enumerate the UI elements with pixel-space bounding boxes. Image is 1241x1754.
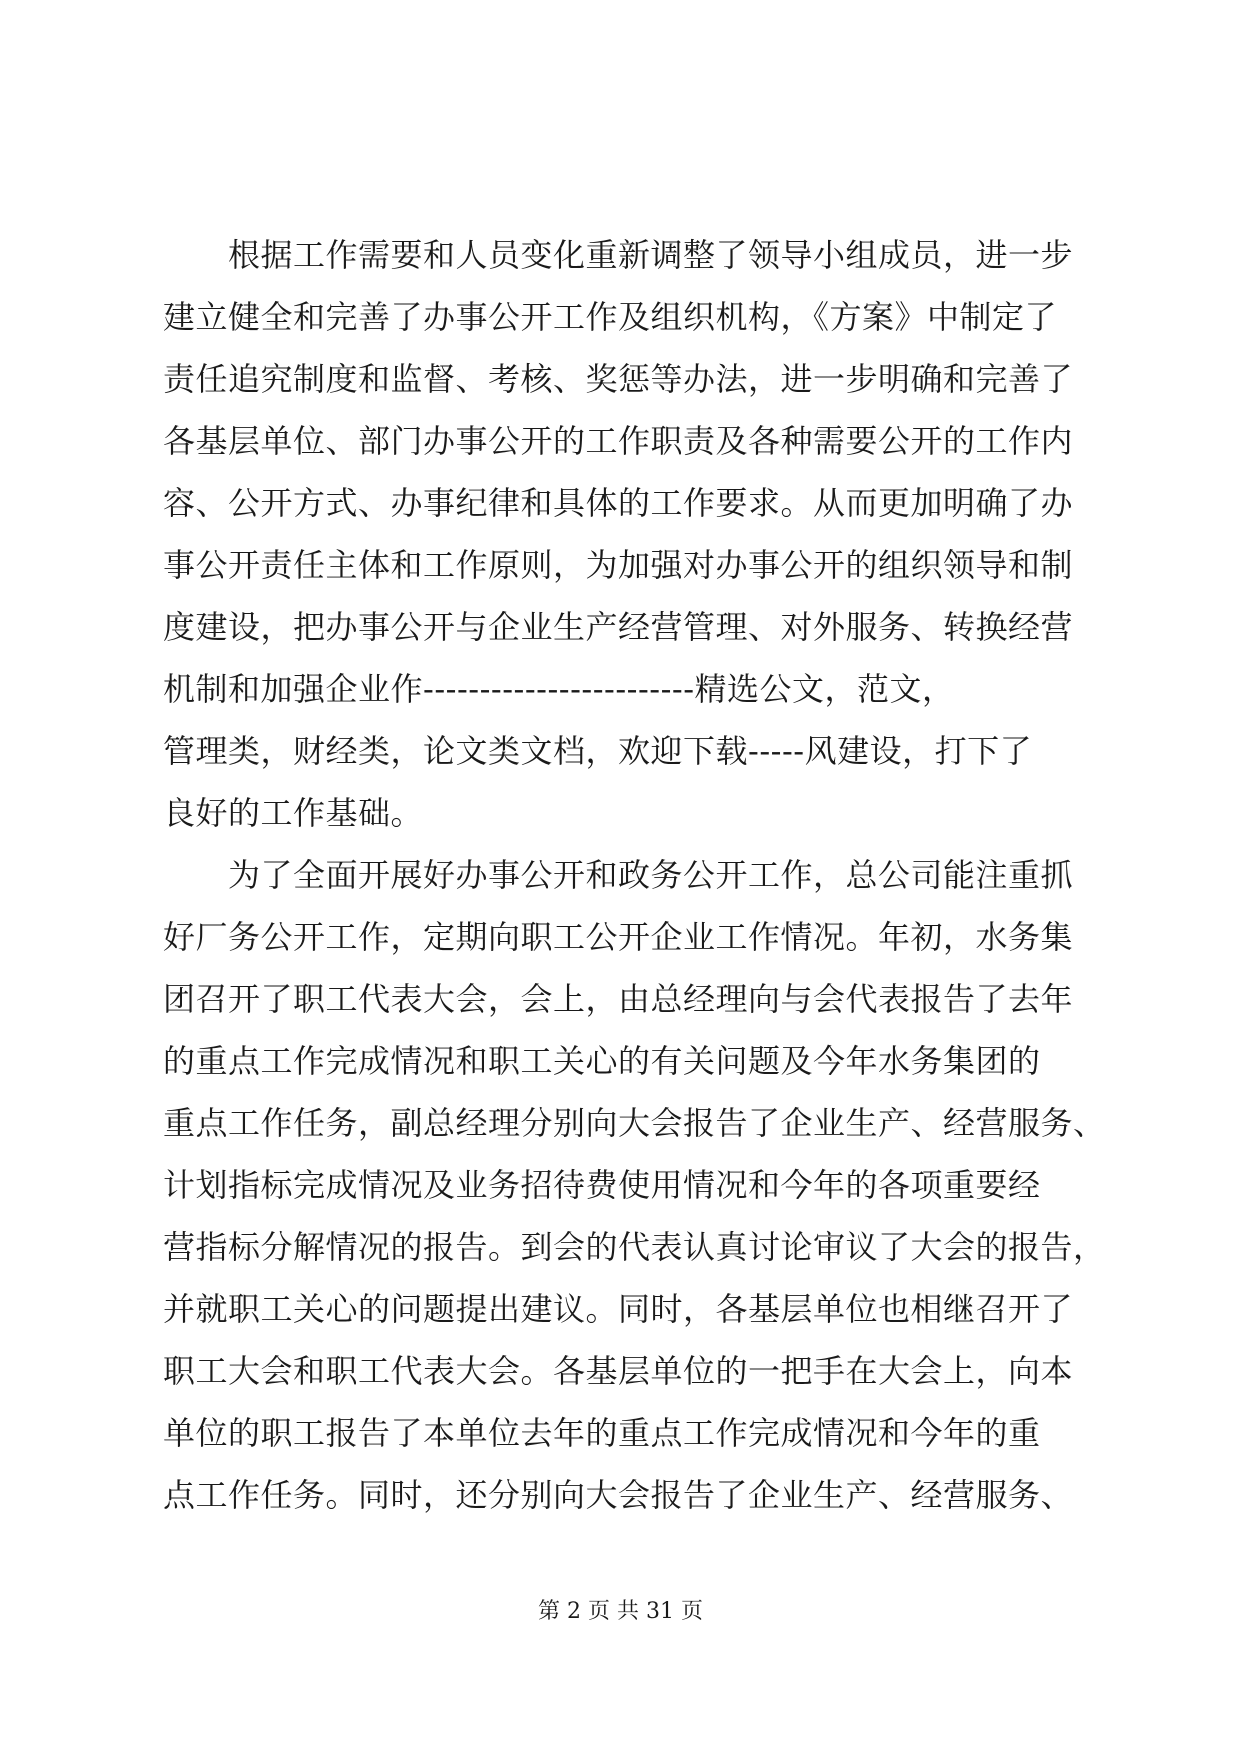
paragraph-2	[163, 844, 1106, 1526]
text-line: 建立健全和完善了办事公开工作及组织机构，《方案》中制定了	[163, 298, 1058, 336]
text-line: 并就职工关心的问题提出建议。同时，各基层单位也相继召开了	[163, 1290, 1074, 1328]
text-line: 容、公开方式、办事纪律和具体的工作要求。从而更加明确了办	[163, 484, 1074, 522]
text-line: 机制和加强企业作------------------------精选公文，范文，	[163, 670, 955, 708]
text-line: 为了全面开展好办事公开和政务公开工作，总公司能注重抓	[163, 856, 1074, 894]
text-line: 点工作任务。同时，还分别向大会报告了企业生产、经营服务、	[163, 1476, 1074, 1514]
text-line: 根据工作需要和人员变化重新调整了领导小组成员，进一步	[163, 236, 1074, 274]
text-line: 度建设，把办事公开与企业生产经营管理、对外服务、转换经营	[163, 608, 1074, 646]
text-line: 各基层单位、部门办事公开的工作职责及各种需要公开的工作内	[163, 422, 1074, 460]
paragraph-1	[163, 224, 1083, 844]
page-number-footer: 第 2 页 共 31 页	[538, 1599, 703, 1624]
text-line: 良好的工作基础。	[163, 794, 424, 832]
text-line: 职工大会和职工代表大会。各基层单位的一把手在大会上，向本	[163, 1352, 1074, 1390]
text-line: 重点工作任务，副总经理分别向大会报告了企业生产、经营服务、	[163, 1104, 1106, 1142]
text-line: 的重点工作完成情况和职工关心的有关问题及今年水务集团的	[163, 1042, 1041, 1080]
text-line: 责任追究制度和监督、考核、奖惩等办法，进一步明确和完善了	[163, 360, 1074, 398]
document-body	[163, 224, 1106, 1526]
text-line: 营指标分解情况的报告。到会的代表认真讨论审议了大会的报告，	[163, 1228, 1106, 1266]
text-line: 团召开了职工代表大会，会上，由总经理向与会代表报告了去年	[163, 980, 1074, 1018]
text-line: 计划指标完成情况及业务招待费使用情况和今年的各项重要经	[163, 1166, 1041, 1204]
text-line: 事公开责任主体和工作原则，为加强对办事公开的组织领导和制	[163, 546, 1074, 584]
text-line: 管理类，财经类，论文类文档，欢迎下载-----风建设，打下了	[163, 732, 1033, 770]
text-line: 好厂务公开工作，定期向职工公开企业工作情况。年初，水务集	[163, 918, 1074, 956]
text-line: 单位的职工报告了本单位去年的重点工作完成情况和今年的重	[163, 1414, 1041, 1452]
